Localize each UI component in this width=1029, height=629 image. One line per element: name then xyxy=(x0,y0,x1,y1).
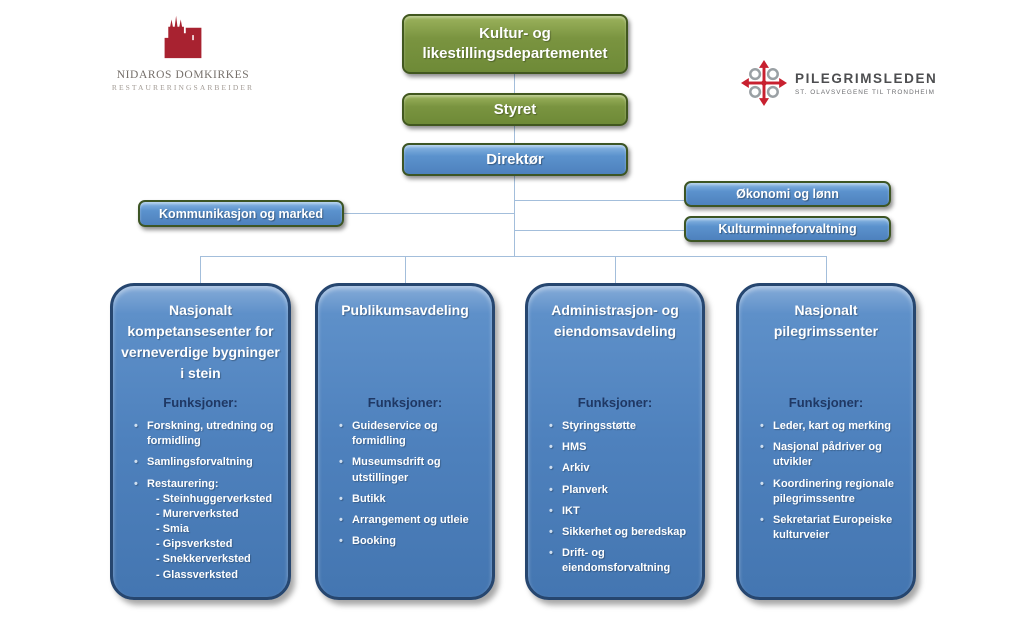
heritage-label: Kulturminneforvaltning xyxy=(718,222,857,236)
function-item: • Arrangement og utleie xyxy=(339,513,482,528)
dept-title: Nasjonalt kompetansesenter for verneverdige bygninger i stein xyxy=(121,302,280,381)
dept-title: Administrasjon- og eiendomsavdeling xyxy=(551,302,679,339)
functions-list xyxy=(747,419,905,543)
connector-drop-1 xyxy=(200,256,201,283)
connector-dept-board xyxy=(514,74,515,93)
nidaros-logo-line2: RESTAURERINGSARBEIDER xyxy=(111,83,255,92)
finance-box xyxy=(684,181,891,207)
function-sub-item: - Glassverksted xyxy=(156,568,238,581)
function-item: • Arkiv xyxy=(549,461,692,476)
function-item: • HMS xyxy=(549,440,692,455)
function-item: • Styringsstøtte xyxy=(549,419,692,434)
dept-box-public-department xyxy=(315,283,495,600)
director-label: Direktør xyxy=(486,151,544,168)
function-item: • Museumsdrift og utstillinger xyxy=(339,455,482,485)
connector-board-director xyxy=(514,126,515,143)
function-sub-item: - Smia xyxy=(156,523,190,536)
function-sub-item: - Murerverksted xyxy=(156,507,239,520)
dept-box-stone-competence-center xyxy=(110,283,291,600)
board-box xyxy=(402,93,628,126)
functions-list xyxy=(536,419,694,576)
pilegrimsleden-logo-line1: PILEGRIMSLEDEN xyxy=(795,70,938,86)
finance-label: Økonomi og lønn xyxy=(736,187,839,201)
board-label: Styret xyxy=(493,101,537,118)
communication-label: Kommunikasjon og marked xyxy=(159,206,323,221)
function-item: • Butikk xyxy=(339,492,482,507)
dept-title: Nasjonalt pilegrimssenter xyxy=(773,302,879,339)
function-sub-item: - Steinhuggerverksted xyxy=(156,492,273,505)
functions-heading: Funksjoner: xyxy=(788,395,864,410)
function-item: • Nasjonal pådriver og utvikler xyxy=(760,440,903,470)
department-box xyxy=(402,14,628,74)
function-item: • Samlingsforvaltning xyxy=(134,455,278,470)
department-label: Kultur- og likestillingsdepartementet xyxy=(422,25,608,62)
dept-box-administration-property xyxy=(525,283,705,600)
function-item: • Koordinering regionale pilegrimssentre xyxy=(760,477,903,507)
connector-communication xyxy=(344,213,514,214)
connector-drop-2 xyxy=(405,256,406,283)
functions-heading: Funksjoner: xyxy=(367,395,443,410)
function-sub-item: - Gipsverksted xyxy=(156,538,233,551)
function-item: • Leder, kart og merking xyxy=(760,419,903,434)
function-item: • IKT xyxy=(549,504,692,519)
functions-list xyxy=(326,419,484,549)
pilegrimsleden-logo-line2: ST. OLAVSVEGENE TIL TRONDHEIM xyxy=(795,88,935,96)
nidaros-logo-line1: NIDAROS DOMKIRKES xyxy=(116,69,250,81)
cathedral-icon xyxy=(160,12,206,60)
connector-drop-3 xyxy=(615,256,616,283)
connector-trunk xyxy=(514,176,515,257)
function-item: • Guideservice og formidling xyxy=(339,419,482,449)
connector-finance xyxy=(515,200,684,201)
function-item: • Booking xyxy=(339,534,482,549)
function-item: • Forskning, utredning og formidling xyxy=(134,419,278,449)
functions-heading: Funksjoner: xyxy=(577,395,653,410)
functions-heading: Funksjoner: xyxy=(163,395,238,410)
st-olav-cross-icon xyxy=(741,60,787,106)
connector-distribution xyxy=(200,256,826,257)
function-item: • Sekretariat Europeiske kulturveier xyxy=(760,513,903,543)
functions-list xyxy=(121,419,280,583)
function-item: • Restaurering: - Steinhuggerverksted - Murerverksted - Smia - Gipsverksted - Snekkerverksted - Glassverksted xyxy=(134,477,278,583)
function-item: • Planverk xyxy=(549,483,692,498)
pilegrimsleden-logo xyxy=(741,60,937,106)
connector-heritage xyxy=(515,230,684,231)
function-item: • Drift- og eiendomsforvaltning xyxy=(549,546,692,576)
communication-box xyxy=(138,200,344,227)
dept-box-pilgrim-center xyxy=(736,283,916,600)
function-sub-item: - Snekkerverksted xyxy=(156,553,251,566)
dept-title: Publikumsavdeling xyxy=(341,302,469,318)
heritage-box xyxy=(684,216,891,242)
nidaros-logo xyxy=(110,12,256,92)
function-item: • Sikkerhet og beredskap xyxy=(549,525,692,540)
director-box xyxy=(402,143,628,176)
connector-drop-4 xyxy=(826,256,827,283)
